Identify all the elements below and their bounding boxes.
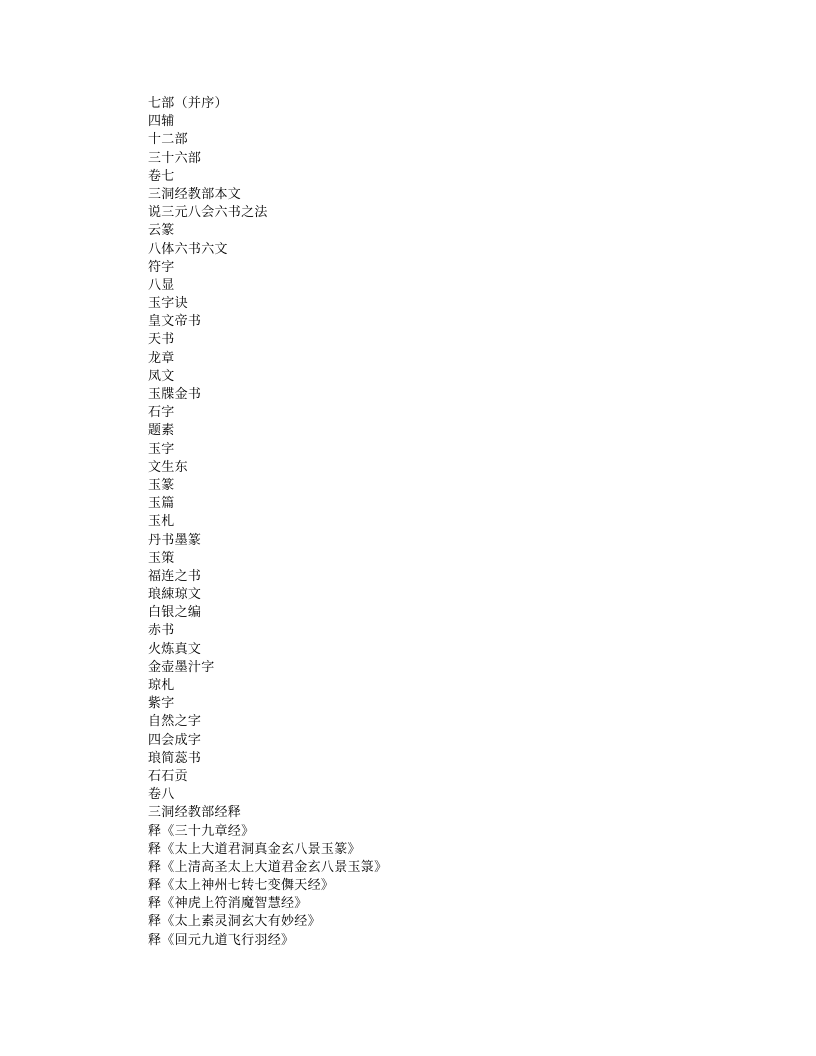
toc-entry: 说三元八会六书之法	[148, 205, 268, 221]
toc-entry: 释《太上素灵洞玄大有妙经》	[148, 914, 321, 930]
table-of-contents	[148, 95, 788, 950]
toc-entry: 卷七	[148, 168, 175, 184]
toc-entry: 琼札	[148, 678, 175, 693]
toc-entry: 金壶墨汁字	[148, 659, 215, 675]
toc-entry: 玉策	[148, 550, 175, 566]
toc-entry: 释《上清高圣太上大道君金玄八景玉箓》	[148, 859, 388, 875]
toc-entry: 七部（并序）	[148, 96, 228, 111]
toc-entry: 文生东	[148, 459, 188, 475]
toc-entry: 石字	[148, 405, 175, 421]
toc-entry: 玉篇	[148, 496, 175, 512]
toc-entry: 玉字诀	[148, 296, 188, 312]
document-page	[148, 95, 788, 950]
toc-entry: 自然之字	[148, 714, 202, 730]
toc-entry: 龙章	[148, 350, 175, 366]
toc-entry: 四会成字	[148, 732, 202, 748]
toc-entry: 紫字	[148, 696, 175, 712]
toc-entry: 题素	[148, 423, 175, 439]
toc-entry: 福连之书	[148, 568, 202, 584]
toc-entry: 三十六部	[148, 150, 202, 166]
toc-entry: 天书	[148, 332, 175, 348]
toc-entry: 释《三十九章经》	[148, 823, 255, 839]
toc-entry: 十二部	[148, 132, 188, 148]
toc-entry: 琅綀琼文	[148, 587, 202, 603]
toc-entry: 释《太上神州七转七变儛天经》	[148, 878, 335, 894]
toc-entry: 玉牒金书	[148, 387, 202, 402]
toc-entry: 释《太上大道君洞真金玄八景玉篆》	[148, 841, 361, 857]
toc-entry: 赤书	[148, 623, 175, 639]
toc-entry: 云篆	[148, 223, 175, 239]
toc-entry: 八显	[148, 277, 175, 293]
toc-entry: 符字	[148, 259, 175, 275]
toc-entry: 卷八	[148, 787, 175, 803]
toc-entry: 皇文帝书	[148, 314, 202, 330]
toc-entry: 三洞经教部经释	[148, 805, 242, 821]
toc-entry: 凤文	[148, 368, 175, 384]
toc-entry: 白银之编	[148, 605, 202, 621]
toc-entry: 琅简蕊书	[148, 750, 202, 766]
toc-entry: 玉札	[148, 514, 175, 530]
toc-entry: 四辅	[148, 114, 175, 130]
toc-entry: 八体六书六文	[148, 241, 228, 257]
toc-entry: 释《神虎上符消魔智慧经》	[148, 896, 308, 912]
toc-entry: 释《回元九道飞行羽经》	[148, 932, 295, 948]
toc-entry: 丹书墨篆	[148, 532, 202, 548]
toc-entry: 玉字	[148, 441, 175, 457]
toc-entry: 石石贡	[148, 768, 188, 784]
toc-entry: 玉篆	[148, 477, 175, 493]
toc-entry: 三洞经教部本文	[148, 186, 242, 202]
toc-entry: 火炼真文	[148, 641, 202, 657]
